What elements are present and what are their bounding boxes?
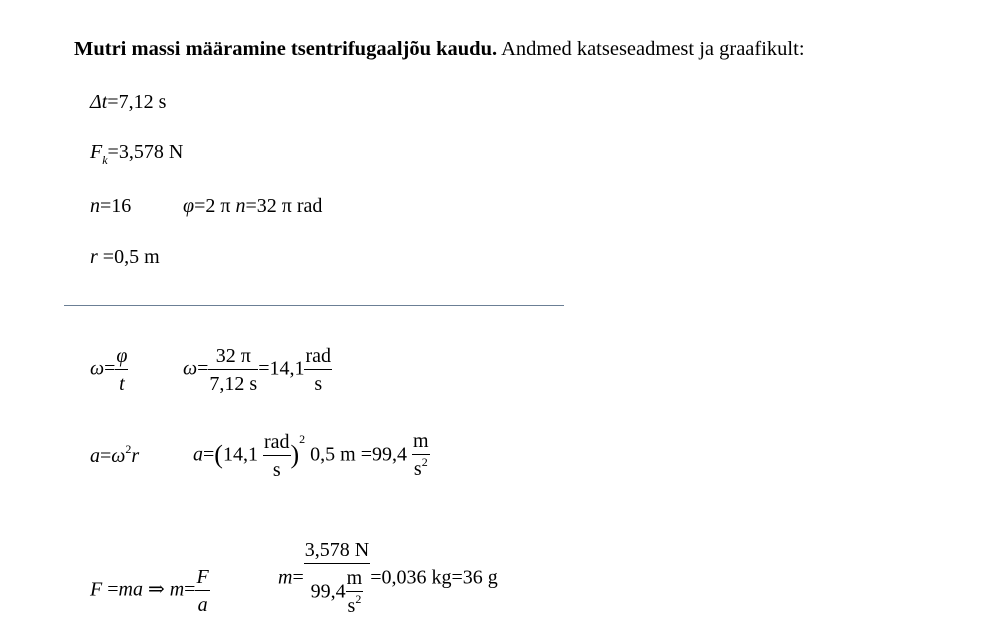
- mass-calc-unit-fraction: $\frac{m}{s^2}$: [346, 567, 363, 617]
- omega-fraction: $\frac{\varphi}{t}$: [116, 345, 128, 395]
- acceleration-rad-fraction: $\frac{\text{rad}}{s}$: [263, 431, 290, 481]
- given-phi: φ=2 π n=32 π rad: [183, 195, 323, 217]
- heading-normal: Andmed katseseadmest ja graafikult:: [497, 38, 805, 60]
- given-n: n=16: [90, 195, 132, 217]
- heading-bold: Mutri massi määramine tsentrifugaaljõu kaudu.: [74, 38, 498, 60]
- given-delta-t: Δt=7,12 s: [90, 91, 167, 113]
- force-definition: F =ma ⇒ m= $\frac{F}{a}$: [90, 566, 209, 616]
- mass-calc-fraction: 3,578 N 99,4 $\frac{m}{s^2}$: [304, 539, 370, 617]
- given-radius: r =0,5 m: [90, 246, 160, 268]
- section-heading: [74, 36, 805, 62]
- omega-definition: ω= $\frac{\varphi}{t}$: [90, 345, 128, 395]
- mass-fraction: $\frac{F}{a}$: [196, 566, 209, 616]
- acceleration-definition: $a=\omega^2r$: [90, 442, 140, 467]
- omega-calc-fraction: $\frac{32 \pi}{7,12 s}$: [209, 345, 258, 395]
- mass-calculation: m= 3,578 N 99,4 $\frac{m}{s^2}$ =0,036 kg=36 g: [278, 539, 498, 617]
- omega-calculation: ω= $\frac{32 \pi}{7,12 s}$ =14,1 $\frac{\text{rad}}{s}$: [183, 345, 332, 395]
- acceleration-unit-fraction: $\frac{m}{s^2}$: [413, 430, 429, 480]
- given-force: $F_k=3,578$ N: [90, 141, 184, 167]
- omega-unit-fraction: $\frac{\text{rad}}{s}$: [305, 345, 332, 395]
- acceleration-calculation: a=(14,1 $\frac{\text{rad}}{s}$ )$^2$ 0,5 m =99,4 $\frac{m}{s^2}$: [193, 430, 429, 481]
- divider-line: [64, 305, 564, 306]
